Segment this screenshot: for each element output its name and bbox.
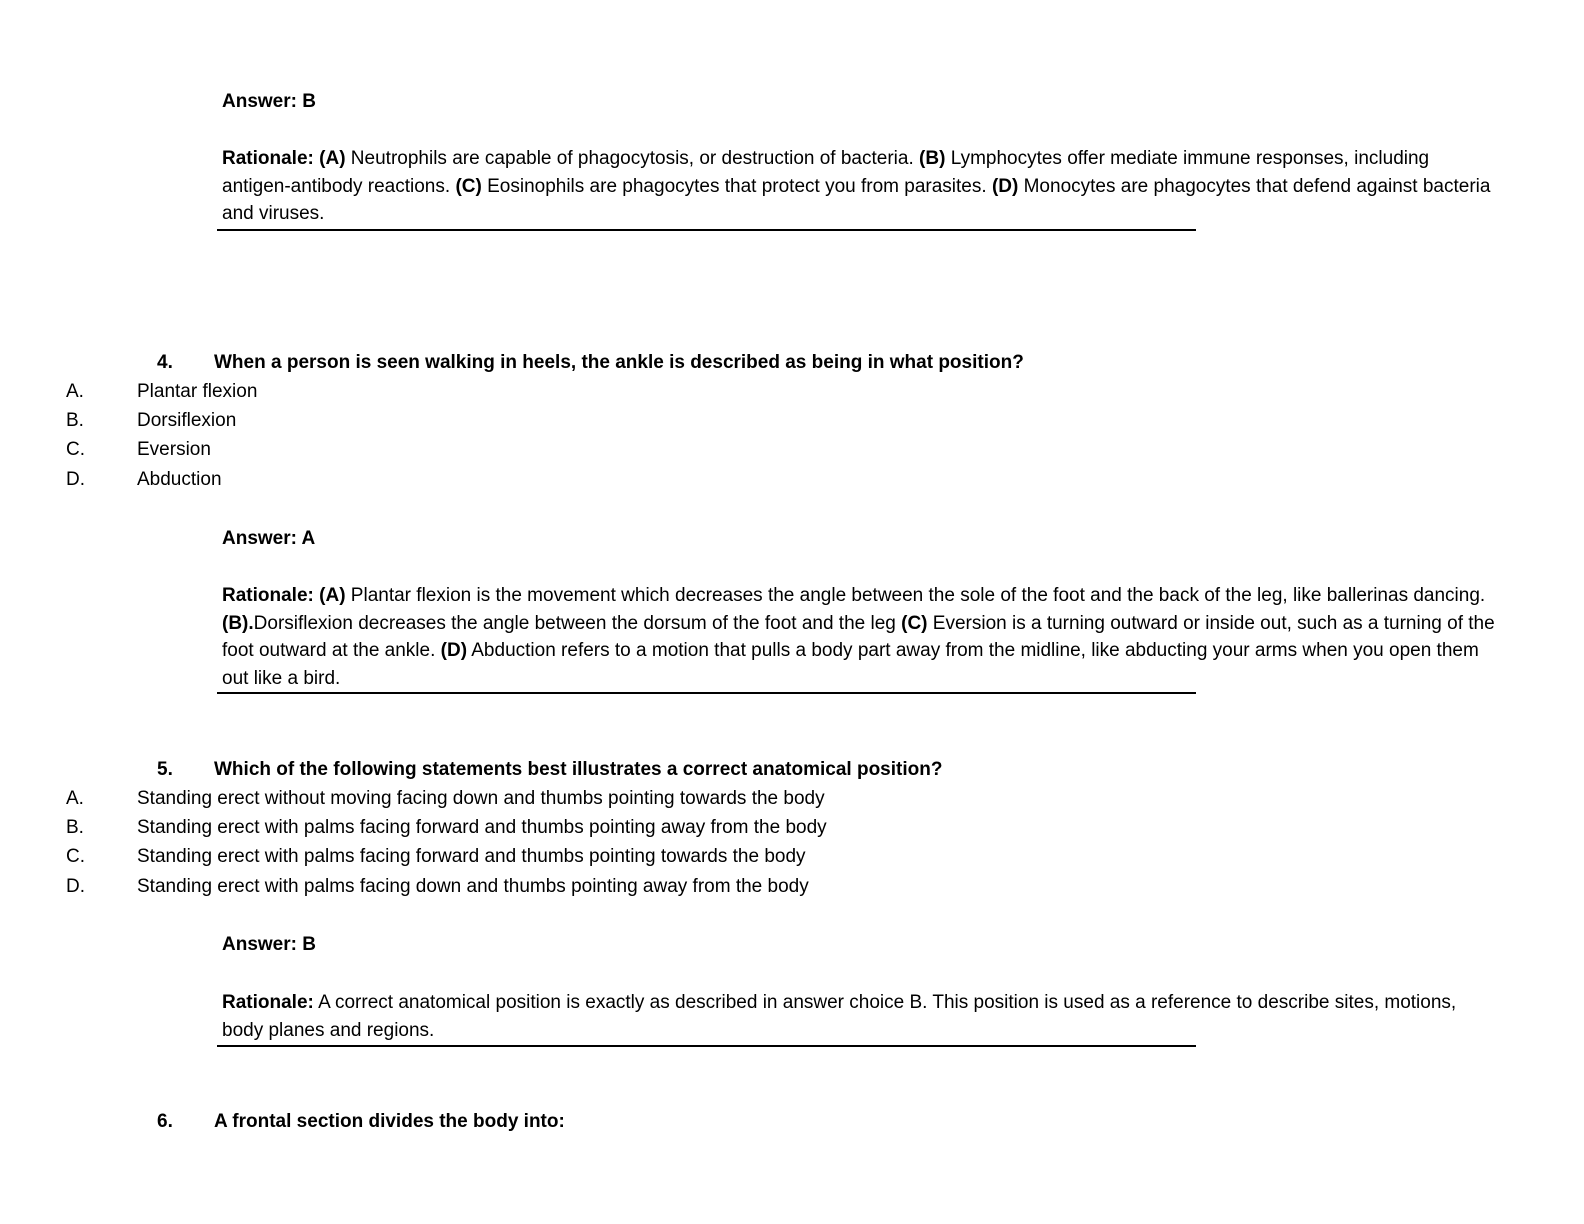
question-number-5: 5. [157,759,173,780]
rationale-tag-d: (D) [440,640,468,661]
rationale-text-b: Lymphocytes offer mediate immune responses, including antigen-antibody reactions. [222,148,1430,197]
answer-value: B [302,91,316,112]
option-letter-5b: B. [66,817,84,838]
answer-value: B [302,934,316,955]
rationale-text-c: Eosinophils are phagocytes that protect you from parasites. [481,175,992,197]
rationale-tag-d: (D) [991,175,1019,197]
rationale-label: Rationale: [222,148,314,169]
rationale-q5 [222,989,1502,1044]
option-text-5d: Standing erect with palms facing down and thumbs pointing away from the body [137,876,809,897]
option-letter-4b: B. [66,410,84,431]
rationale-tag-b: (B). [222,612,254,634]
rationale-text-a: Neutrophils are capable of phagocytosis, or destruction of bacteria. [345,148,920,169]
rationale-text-d: Monocytes are phagocytes that defend against bacteria and viruses. [222,175,1491,224]
option-text-5b: Standing erect with palms facing forward and thumbs pointing away from the body [137,817,827,838]
section-divider [217,229,1196,231]
question-text-5: Which of the following statements best illustrates a correct anatomical position? [214,759,943,780]
rationale-text-d: Abduction refers to a motion that pulls a body part away from the midline, like abducting your arms when you open them out like a bird. [222,640,1479,689]
rationale-label: Rationale: [222,585,314,606]
question-text-4: When a person is seen walking in heels, the ankle is described as being in what position? [214,352,1024,373]
rationale-text-b: Dorsiflexion decreases the angle between the dorsum of the foot and the leg [253,612,902,634]
rationale-q4 [222,582,1502,692]
rationale-text-c: Eversion is a turning outward or inside out, such as a turning of the foot outward at the ankle. [222,612,1495,661]
question-number-6: 6. [157,1111,173,1132]
answer-value: A [301,528,316,549]
answer-line-q5 [222,931,316,959]
option-text-4d: Abduction [137,469,222,490]
rationale-tag-a: (A) [319,148,346,169]
rationale-tag-c: (C) [901,612,928,634]
option-text-5a: Standing erect without moving facing down and thumbs pointing towards the body [137,788,825,809]
option-text-5c: Standing erect with palms facing forward and thumbs pointing towards the body [137,846,806,867]
option-letter-4c: C. [66,439,85,460]
option-letter-5a: A. [66,788,84,809]
answer-line-q4 [222,525,315,553]
section-divider [217,692,1196,694]
rationale-q3 [222,145,1502,228]
option-letter-4d: D. [66,469,85,490]
rationale-tag-c: (C) [455,175,482,197]
question-text-6: A frontal section divides the body into: [214,1111,565,1132]
answer-line-q3 [222,88,316,116]
option-letter-4a: A. [66,381,84,402]
rationale-label: Rationale: [222,992,314,1013]
answer-label: Answer: [222,934,297,955]
answer-label: Answer: [222,91,297,112]
option-text-4c: Eversion [137,439,211,460]
question-number-4: 4. [157,352,173,373]
section-divider [217,1045,1196,1047]
answer-label: Answer: [222,528,297,549]
rationale-tag-a: (A) [319,585,346,606]
option-text-4b: Dorsiflexion [137,410,237,431]
option-letter-5c: C. [66,846,85,867]
option-text-4a: Plantar flexion [137,381,258,402]
rationale-text: A correct anatomical position is exactly as described in answer choice B. This position is used as a reference to describe sites, motions, body planes and regions. [222,992,1457,1041]
rationale-text-a: Plantar flexion is the movement which decreases the angle between the sole of the foot and the back of the leg, like ballerinas dancing. [345,585,1486,606]
rationale-tag-b: (B) [919,148,946,169]
option-letter-5d: D. [66,876,85,897]
